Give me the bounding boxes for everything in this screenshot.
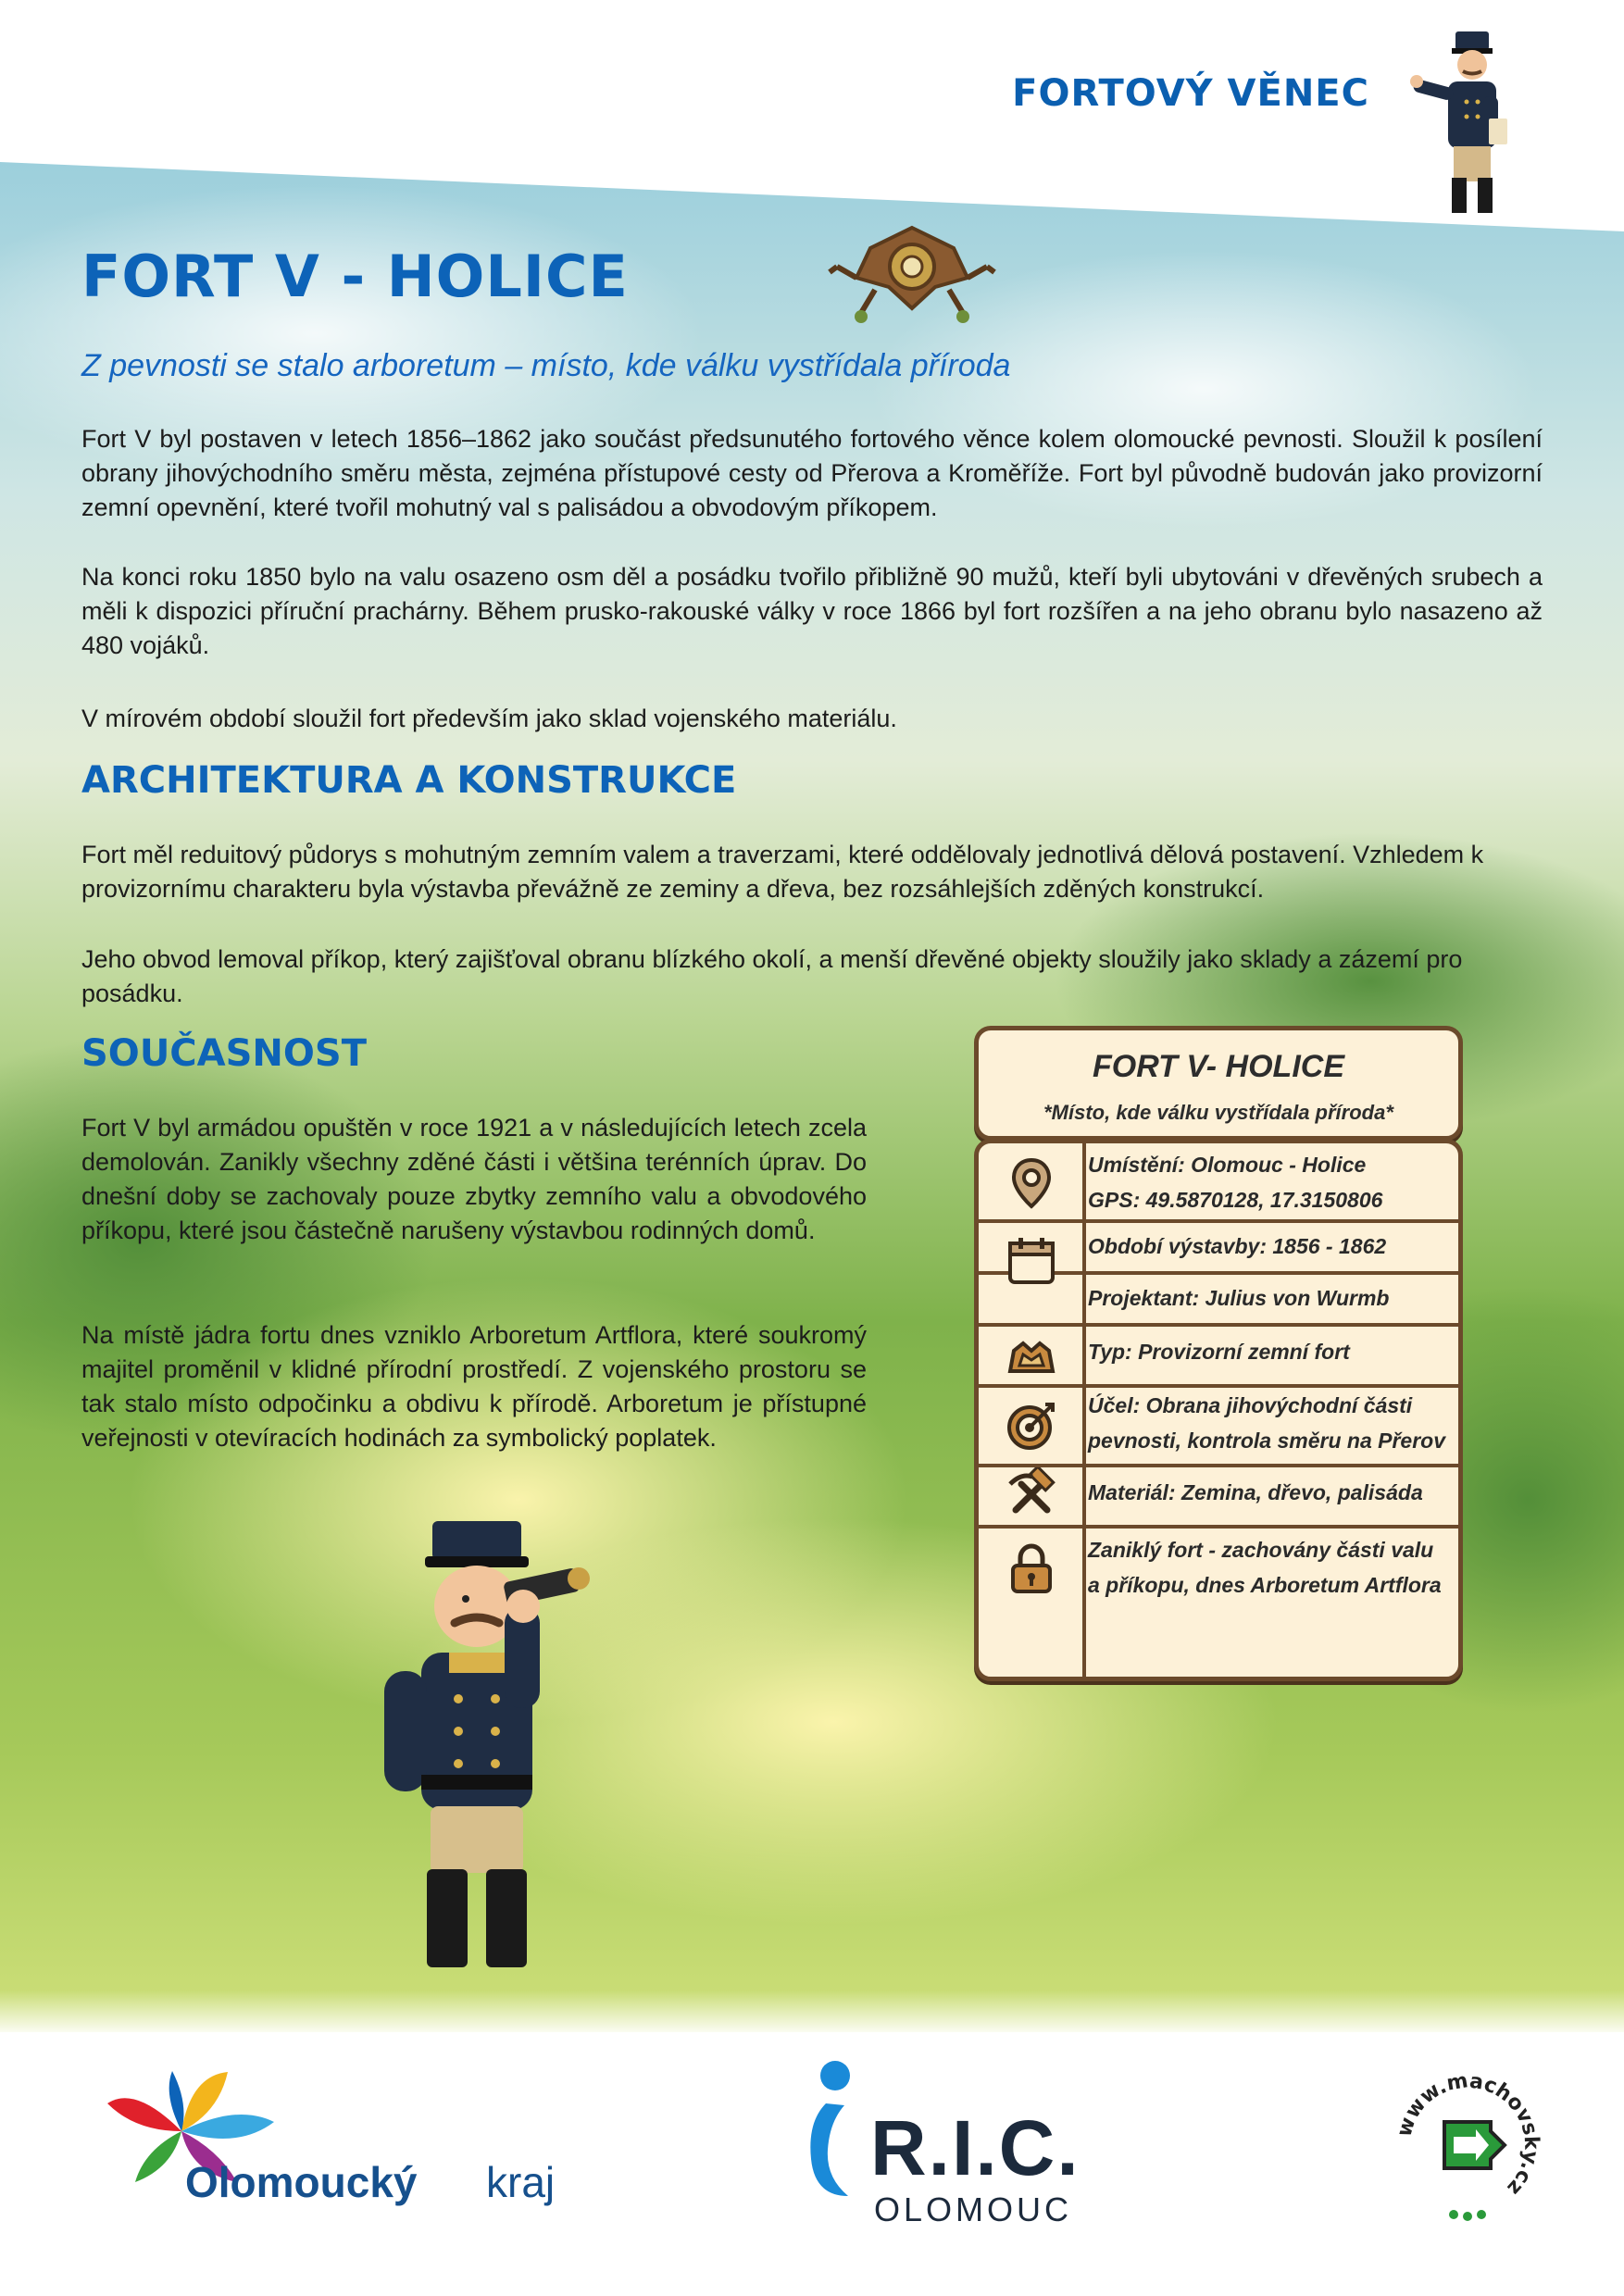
architecture-paragraph-2: Jeho obvod lemoval příkop, který zajišťoval obranu blízkého okolí, a menší dřevěné objekty sloužily jako sklady a zázemí pro posádku. xyxy=(81,945,1463,1007)
info-purpose-line-1: Účel: Obrana jihovýchodní části xyxy=(1088,1393,1413,1417)
info-designer: Projektant: Julius von Wurmb xyxy=(1088,1286,1390,1310)
info-card-body xyxy=(974,1139,1463,1681)
info-card-divider xyxy=(979,1525,1458,1529)
padlock-icon xyxy=(1005,1541,1058,1595)
info-card-header xyxy=(974,1026,1463,1141)
section-heading-present: SOUČASNOST xyxy=(81,1032,367,1075)
soldier-pointing-illustration xyxy=(1407,28,1542,218)
intro-paragraph-1: Fort V byl postaven v letech 1856–1862 jako součást předsunutého fortového věnce kolem olomoucké pevnosti. Sloužil k posílení obrany jihovýchodního směru města, zejména přístupové cesty od Přerova a Kroměříže. Fort byl původně budován jako provizorní zemní opevnění, které tvořil mohutný val s palisádou a obvodovým příkopem. xyxy=(81,425,1543,521)
info-material: Materiál: Zemina, dřevo, palisáda xyxy=(1088,1480,1423,1504)
info-card-divider xyxy=(979,1219,1458,1223)
info-status-line-1: Zaniklý fort - zachovány části valu xyxy=(1088,1538,1434,1562)
ric-wordmark: R.I.C. xyxy=(870,2104,1081,2191)
page-title: FORT V - HOLICE xyxy=(81,243,629,310)
soldier-spyglass-illustration xyxy=(366,1514,606,1977)
info-location: Umístění: Olomouc - Holice xyxy=(1088,1153,1367,1177)
olomoucky-kraj-wordmark-regular: kraj xyxy=(486,2158,556,2206)
intro-paragraph-3: V mírovém období sloužil fort především jako sklad vojenského materiálu. xyxy=(81,705,897,732)
architecture-paragraph-1: Fort měl reduitový půdorys s mohutným zemním valem a traverzami, které oddělovaly jednotlivá dělová postavení. Vzhledem k provizornímu charakteru byla výstavba převážně ze zeminy a dřeva, bez rozsáhlejších zděných konstrukcí. xyxy=(81,841,1484,903)
hammer-pickaxe-icon xyxy=(1005,1467,1058,1521)
fort-emblem-icon xyxy=(824,220,1000,327)
location-pin-icon xyxy=(1005,1156,1058,1210)
fortress-icon xyxy=(1005,1330,1058,1384)
intro-paragraph-2: Na konci roku 1850 bylo na valu osazeno osm děl a posádku tvořilo přibližně 90 mužů, kteří byli ubytováni v dřevěných srubech a měli k dispozici příruční prachárny. Během prusko-rakouské války v roce 1866 byl fort rozšířen a na jeho obranu bylo nasazeno až 480 vojáků. xyxy=(81,563,1543,659)
olomoucky-kraj-wordmark-bold: Olomoucký xyxy=(185,2158,418,2206)
info-construction-period: Období výstavby: 1856 - 1862 xyxy=(1088,1234,1387,1258)
info-card-column-divider xyxy=(1082,1143,1086,1677)
info-card-title: FORT V- HOLICE xyxy=(1093,1049,1344,1084)
ric-info-icon xyxy=(789,2057,863,2205)
target-icon xyxy=(1005,1399,1058,1453)
info-card-motto: *Místo, kde válku vystřídala příroda* xyxy=(1043,1101,1393,1124)
ric-city: OLOMOUC xyxy=(874,2190,1073,2228)
info-card-divider xyxy=(979,1323,1458,1327)
info-card xyxy=(974,1026,1463,1681)
info-gps: GPS: 49.5870128, 17.3150806 xyxy=(1088,1188,1383,1212)
calendar-icon xyxy=(1005,1234,1058,1288)
section-heading-architecture: ARCHITEKTURA A KONSTRUKCE xyxy=(81,759,737,802)
page-subtitle: Z pevnosti se stalo arboretum – místo, kde válku vystřídala příroda xyxy=(81,348,1011,383)
info-card-divider xyxy=(979,1384,1458,1388)
svg-text:www.machovsky.cz: www.machovsky.cz xyxy=(1393,2069,1543,2200)
info-status-line-2: a příkopu, dnes Arboretum Artflora xyxy=(1088,1573,1442,1597)
info-type: Typ: Provizorní zemní fort xyxy=(1088,1340,1350,1364)
series-title: FORTOVÝ VĚNEC xyxy=(1012,72,1369,115)
present-paragraph-2: Na místě jádra fortu dnes vzniklo Arboretum Artflora, které soukromý majitel proměnil v klidné přírodní prostředí. Z vojenského prostoru se tak stalo místo odpočinku a obdivu k přírodě. Arboretum je přístupné veřejnosti v otevíracích hodinách za symbolický poplatek. xyxy=(81,1321,867,1452)
machovsky-logo-icon xyxy=(1380,2057,1555,2233)
present-paragraph-1: Fort V byl armádou opuštěn v roce 1921 a v následujících letech zcela demolován. Zanikly všechny zděné části i většina terénních úprav. Do dnešní doby se zachovaly pouze zbytky zemního valu a obvodového příkopu, které jsou částečně narušeny výstavbou rodinných domů. xyxy=(81,1114,867,1244)
info-purpose-line-2: pevnosti, kontrola směru na Přerov xyxy=(1088,1429,1446,1453)
